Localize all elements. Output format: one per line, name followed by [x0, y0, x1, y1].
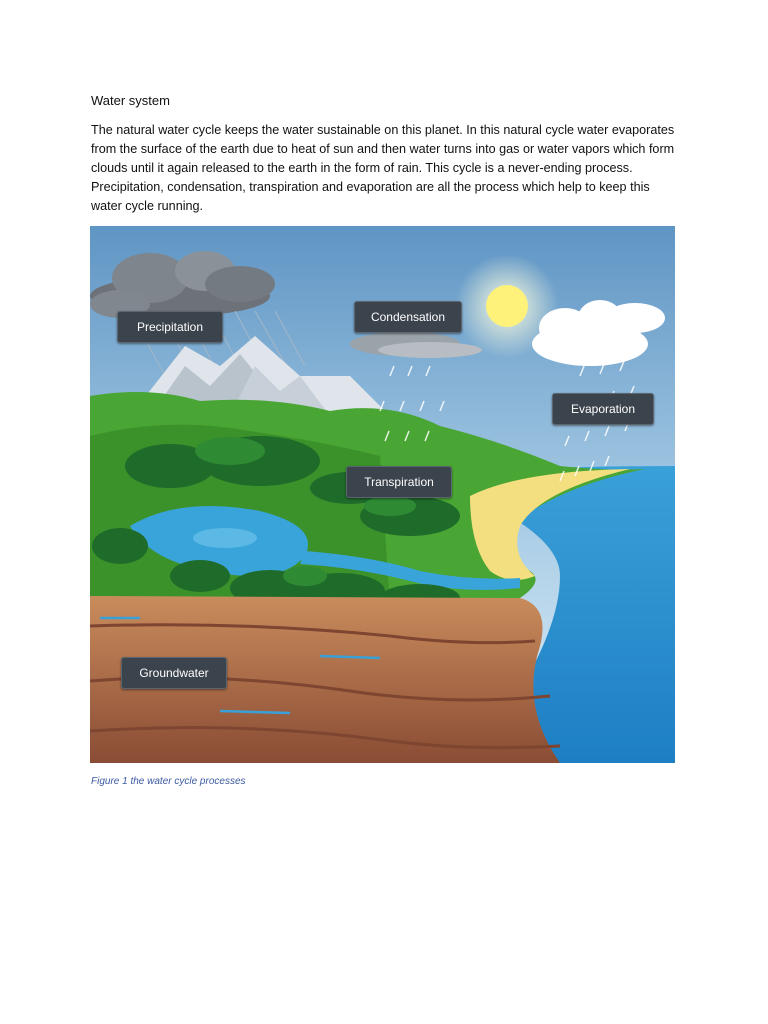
label-groundwater: Groundwater	[121, 657, 227, 689]
label-condensation: Condensation	[354, 301, 462, 333]
sun-icon	[486, 285, 528, 327]
label-precipitation: Precipitation	[117, 311, 223, 343]
body-paragraph: The natural water cycle keeps the water sustainable on this planet. In this natural cycle water evaporates from the surface of the earth due to heat of sun and then water turns into gas or water vapors which form clouds until it again released to the earth in the form of rain. This cycle is a never-ending process. Precipitation, condensation, transpiration and evaporation are all the process which help to keep this water cycle running.	[91, 123, 675, 213]
label-transpiration: Transpiration	[346, 466, 452, 498]
section-heading: Water system	[91, 93, 170, 108]
lake-swirl	[193, 528, 257, 548]
water-cycle-figure	[90, 226, 675, 763]
figure-caption: Figure 1 the water cycle processes	[91, 776, 246, 787]
label-evaporation: Evaporation	[552, 393, 654, 425]
